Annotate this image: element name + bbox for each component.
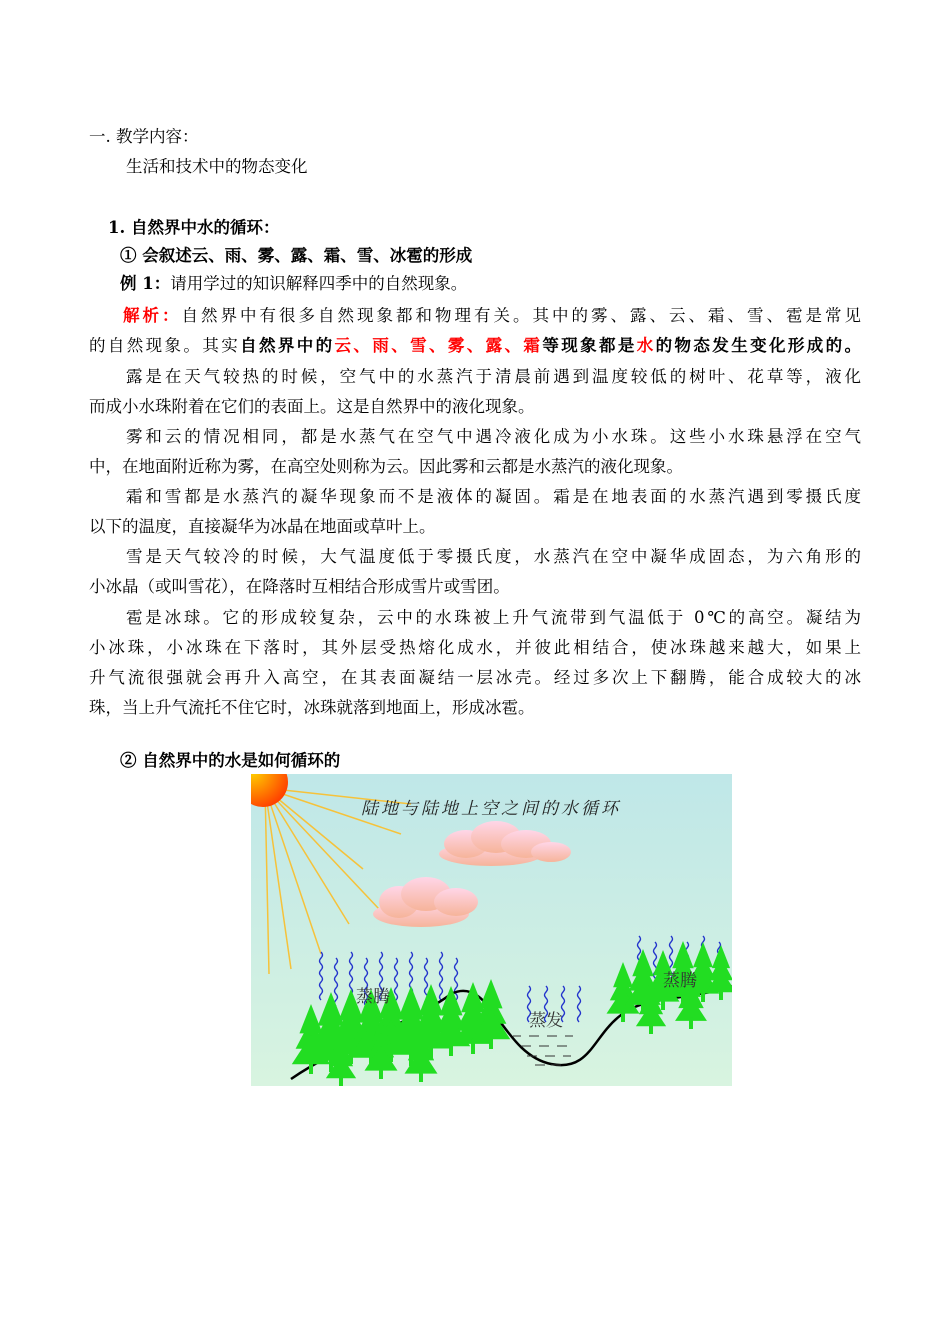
paragraph-hail-4: 珠，当上升气流托不住它时，冰珠就落到地面上，形成冰雹。 <box>89 698 535 717</box>
paragraph-hail-2: 小冰珠，小冰珠在下落时，其外层受热熔化成水，并彼此相结合，使冰珠越来越大，如果上 <box>89 638 861 657</box>
example-label: 例 1： <box>120 274 171 293</box>
subtitle: 生活和技术中的物态变化 <box>126 157 308 176</box>
label-transpiration-left: 蒸腾 <box>356 987 390 1007</box>
analysis-line-1: 解析：自然界中有很多自然现象都和物理有关。其中的雾、露、云、霜、雪、雹是常见 <box>120 306 861 325</box>
paragraph-hail-1: 雹是冰球。它的形成较复杂，云中的水珠被上升气流带到气温低于 0℃的高空。凝结为 <box>126 608 861 627</box>
label-evaporation: 蒸发 <box>529 1011 563 1031</box>
water-cycle-illustration <box>251 774 732 1086</box>
paragraph-hail-3: 升气流很强就会再升入高空，在其表面凝结一层冰壳。经过多次上下翻腾，能合成较大的冰 <box>89 668 861 687</box>
paragraph-snow-2: 小冰晶（或叫雪花），在降落时互相结合形成雪片或雪团。 <box>89 577 510 596</box>
section-heading: 一. 教学内容： <box>89 127 199 146</box>
analysis-label: 解析： <box>120 306 182 325</box>
subheading-water-cycle: ② 自然界中的水是如何循环的 <box>120 751 341 770</box>
paragraph-frost-2: 以下的温度，直接凝华为冰晶在地面或草叶上。 <box>89 517 436 536</box>
paragraph-dew-1: 露是在天气较热的时候，空气中的水蒸汽于清晨前遇到温度较低的树叶、花草等，液化 <box>126 367 861 386</box>
figure-title: 陆地与陆地上空之间的水循环 <box>361 799 621 819</box>
label-transpiration-right: 蒸腾 <box>663 971 697 991</box>
heading-water-cycle: 1. 自然界中水的循环： <box>108 218 280 237</box>
analysis-line-2: 的自然现象。其实自然界中的云、雨、雪、雾、露、霜等现象都是水的物态发生变化形成的。 <box>89 336 862 355</box>
subheading-formation: ① 会叙述云、雨、雾、露、霜、雪、冰雹的形成 <box>120 246 473 265</box>
example-line <box>120 274 467 294</box>
paragraph-fog-1: 雾和云的情况相同，都是水蒸气在空气中遇冷液化成为小水珠。这些小水珠悬浮在空气 <box>126 427 861 446</box>
paragraph-snow-1: 雪是天气较冷的时候，大气温度低于零摄氏度，水蒸汽在空中凝华成固态，为六角形的 <box>126 547 861 566</box>
paragraph-fog-2: 中，在地面附近称为雾，在高空处则称为云。因此雾和云都是水蒸汽的液化现象。 <box>89 457 683 476</box>
example-text: 请用学过的知识解释四季中的自然现象。 <box>170 274 468 293</box>
paragraph-frost-1: 霜和雪都是水蒸汽的凝华现象而不是液体的凝固。霜是在地表面的水蒸汽遇到零摄氏度 <box>126 487 861 506</box>
paragraph-dew-2: 而成小水珠附着在它们的表面上。这是自然界中的液化现象。 <box>89 397 535 416</box>
